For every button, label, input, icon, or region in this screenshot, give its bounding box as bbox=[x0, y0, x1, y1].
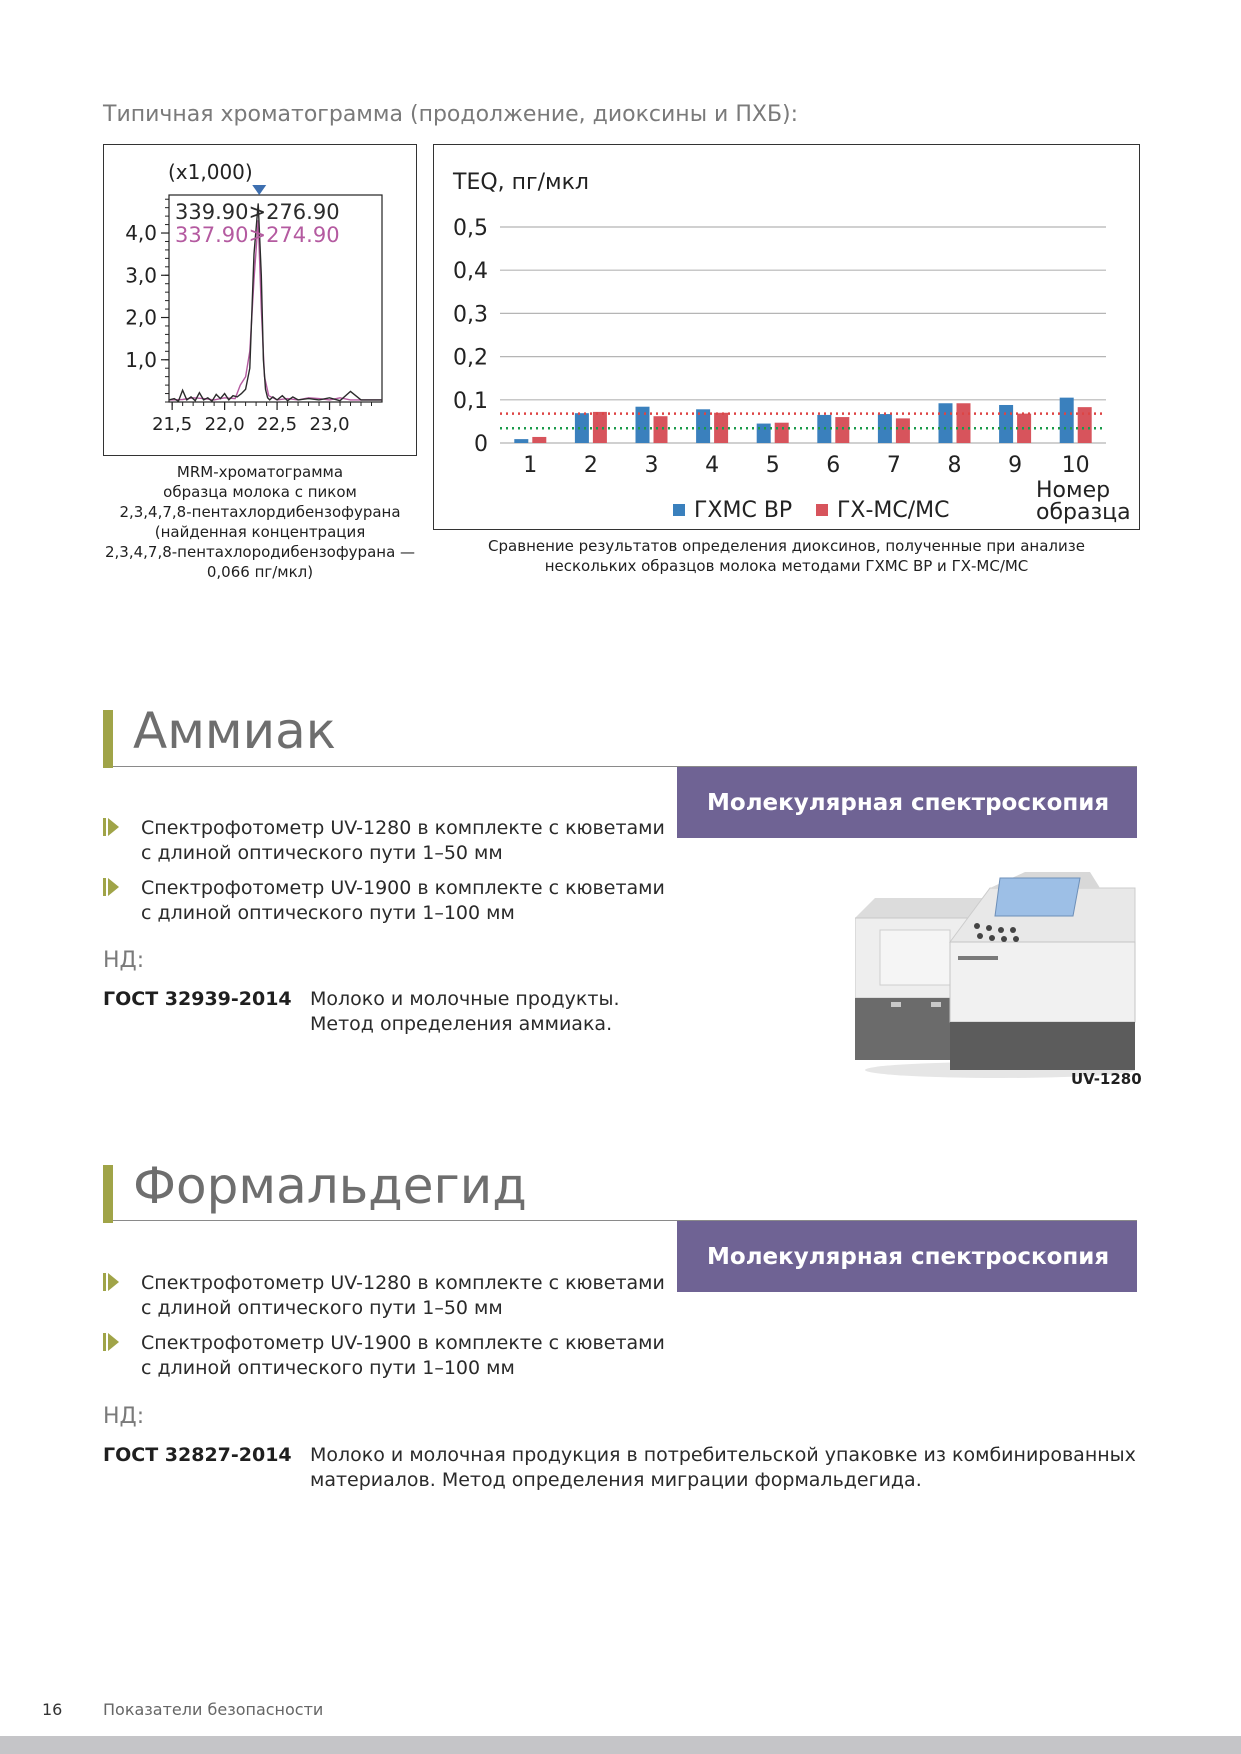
chromatogram-panel bbox=[103, 144, 417, 456]
spectrophotometer-image bbox=[855, 868, 1140, 1080]
x-tick-label: 9 bbox=[1008, 453, 1023, 478]
bar-caption-line: Сравнение результатов определения диоксинов, полученные при анализе bbox=[488, 537, 1085, 555]
bullet-arrow-icon bbox=[103, 1333, 119, 1351]
y-tick-label: 2,0 bbox=[125, 305, 157, 330]
chrom-caption-line: (найденная концентрация bbox=[154, 523, 366, 541]
bar bbox=[957, 403, 971, 443]
bar bbox=[896, 418, 910, 443]
y-tick-label: 0,1 bbox=[453, 388, 488, 414]
peak-marker-icon bbox=[252, 185, 266, 195]
footer-section-name: Показатели безопасности bbox=[103, 1700, 324, 1719]
y-tick-label: 0 bbox=[474, 432, 488, 457]
legend-label: ГХ-МС/МС bbox=[837, 498, 950, 523]
y-tick-label: 0,5 bbox=[453, 216, 488, 241]
series-label: 339.90>276.90 bbox=[175, 200, 340, 224]
legend-label: ГХМС ВР bbox=[694, 498, 793, 523]
bullet-arrow-icon bbox=[103, 1273, 119, 1291]
y-tick-label: 0,2 bbox=[453, 345, 488, 371]
chromatogram-chart bbox=[104, 145, 418, 457]
bar bbox=[593, 412, 607, 443]
figure-heading: Типичная хроматограмма (продолжение, диоксины и ПХБ): bbox=[103, 102, 799, 127]
list-item bbox=[103, 1331, 665, 1381]
x-tick-label: 1 bbox=[523, 453, 538, 478]
legend-swatch bbox=[673, 504, 685, 516]
y-tick-label: 0,4 bbox=[453, 259, 488, 285]
x-tick-label: 22,5 bbox=[257, 414, 298, 435]
gost-code: ГОСТ 32827-2014 bbox=[103, 1444, 292, 1466]
gost-description bbox=[310, 1443, 1136, 1493]
bar bbox=[939, 403, 953, 443]
x-tick-label: 2 bbox=[583, 453, 598, 478]
list-item bbox=[103, 876, 665, 926]
teq-bar-chart bbox=[434, 145, 1141, 531]
list-item bbox=[103, 1271, 665, 1321]
list-item bbox=[103, 816, 665, 866]
chromatogram-caption bbox=[103, 462, 417, 582]
x-axis-label: образца bbox=[1036, 500, 1131, 525]
x-axis-label: Номер bbox=[1036, 478, 1111, 503]
list-item-line: с длиной оптического пути 1–100 мм bbox=[141, 1357, 515, 1379]
chrom-caption-line: MRM-хроматограмма bbox=[176, 463, 344, 481]
x-tick-label: 10 bbox=[1061, 453, 1090, 478]
x-tick-label: 6 bbox=[826, 453, 841, 478]
list-item-line: Спектрофотометр UV-1280 в комплекте с кюветами bbox=[141, 817, 665, 839]
bar bbox=[1060, 398, 1074, 443]
gost-line: Метод определения аммиака. bbox=[310, 1013, 613, 1035]
y-axis-label: TEQ, пг/мкл bbox=[453, 170, 589, 195]
bar bbox=[654, 416, 668, 443]
list-item-line: с длиной оптического пути 1–100 мм bbox=[141, 902, 515, 924]
x-tick-label: 23,0 bbox=[309, 414, 350, 435]
bar bbox=[514, 439, 528, 443]
section-accent-bar bbox=[103, 1165, 113, 1223]
bar bbox=[999, 405, 1013, 443]
bar bbox=[835, 417, 849, 443]
footer-strip bbox=[0, 1736, 1241, 1754]
list-item-line: с длиной оптического пути 1–50 мм bbox=[141, 842, 503, 864]
x-tick-label: 22,0 bbox=[204, 414, 245, 435]
category-badge: Молекулярная спектроскопия bbox=[677, 767, 1137, 838]
list-item-line: Спектрофотометр UV-1900 в комплекте с кюветами bbox=[141, 877, 665, 899]
list-item-line: Спектрофотометр UV-1900 в комплекте с кюветами bbox=[141, 1332, 665, 1354]
gost-description bbox=[310, 987, 620, 1037]
teq-bar-chart-panel bbox=[433, 144, 1140, 530]
series-label: 337.90>274.90 bbox=[175, 223, 340, 247]
page-number: 16 bbox=[42, 1700, 63, 1719]
bar bbox=[636, 407, 650, 443]
image-caption: UV-1280 bbox=[1071, 1070, 1142, 1088]
legend-swatch bbox=[816, 504, 828, 516]
bar bbox=[532, 437, 546, 443]
bar bbox=[757, 424, 771, 443]
bullet-arrow-icon bbox=[103, 818, 119, 836]
gost-code: ГОСТ 32939-2014 bbox=[103, 988, 292, 1010]
chrom-caption-line: 2,3,4,7,8-пентахлордибензофурана bbox=[119, 503, 401, 521]
bar-chart-caption bbox=[433, 536, 1140, 576]
x-tick-label: 5 bbox=[765, 453, 780, 478]
chrom-caption-line: образца молока с пиком bbox=[163, 483, 357, 501]
section-title-ammonia: Аммиак bbox=[133, 702, 336, 760]
nd-label: НД: bbox=[103, 948, 145, 973]
gost-line: Молоко и молочная продукция в потребительской упаковке из комбинированных bbox=[310, 1444, 1136, 1466]
gost-line: материалов. Метод определения миграции формальдегида. bbox=[310, 1469, 922, 1491]
y-tick-label: 3,0 bbox=[125, 263, 157, 288]
y-tick-label: 1,0 bbox=[125, 347, 157, 372]
series-line bbox=[169, 220, 382, 400]
category-badge: Молекулярная спектроскопия bbox=[677, 1221, 1137, 1292]
x-tick-label: 8 bbox=[947, 453, 962, 478]
gost-line: Молоко и молочные продукты. bbox=[310, 988, 620, 1010]
list-item-line: с длиной оптического пути 1–50 мм bbox=[141, 1297, 503, 1319]
bar bbox=[575, 413, 589, 443]
bar bbox=[775, 423, 789, 443]
list-item-line: Спектрофотометр UV-1280 в комплекте с кюветами bbox=[141, 1272, 665, 1294]
bar-caption-line: нескольких образцов молока методами ГХМС ВР и ГХ-МС/МС bbox=[544, 557, 1029, 575]
chrom-caption-line: 0,066 пг/мкл) bbox=[206, 563, 314, 581]
chrom-caption-line: 2,3,4,7,8-пентахлородибензофурана — bbox=[104, 543, 416, 561]
section-accent-bar bbox=[103, 710, 113, 768]
bullet-arrow-icon bbox=[103, 878, 119, 896]
x-tick-label: 4 bbox=[705, 453, 720, 478]
x-tick-label: 21,5 bbox=[152, 414, 193, 435]
x-tick-label: 7 bbox=[886, 453, 901, 478]
section-title-formaldehyde: Формальдегид bbox=[133, 1157, 527, 1215]
x-tick-label: 3 bbox=[644, 453, 659, 478]
nd-label: НД: bbox=[103, 1404, 145, 1429]
y-tick-label: 4,0 bbox=[125, 221, 157, 246]
y-tick-label: 0,3 bbox=[453, 302, 488, 328]
multiplier-label: (x1,000) bbox=[168, 160, 253, 184]
